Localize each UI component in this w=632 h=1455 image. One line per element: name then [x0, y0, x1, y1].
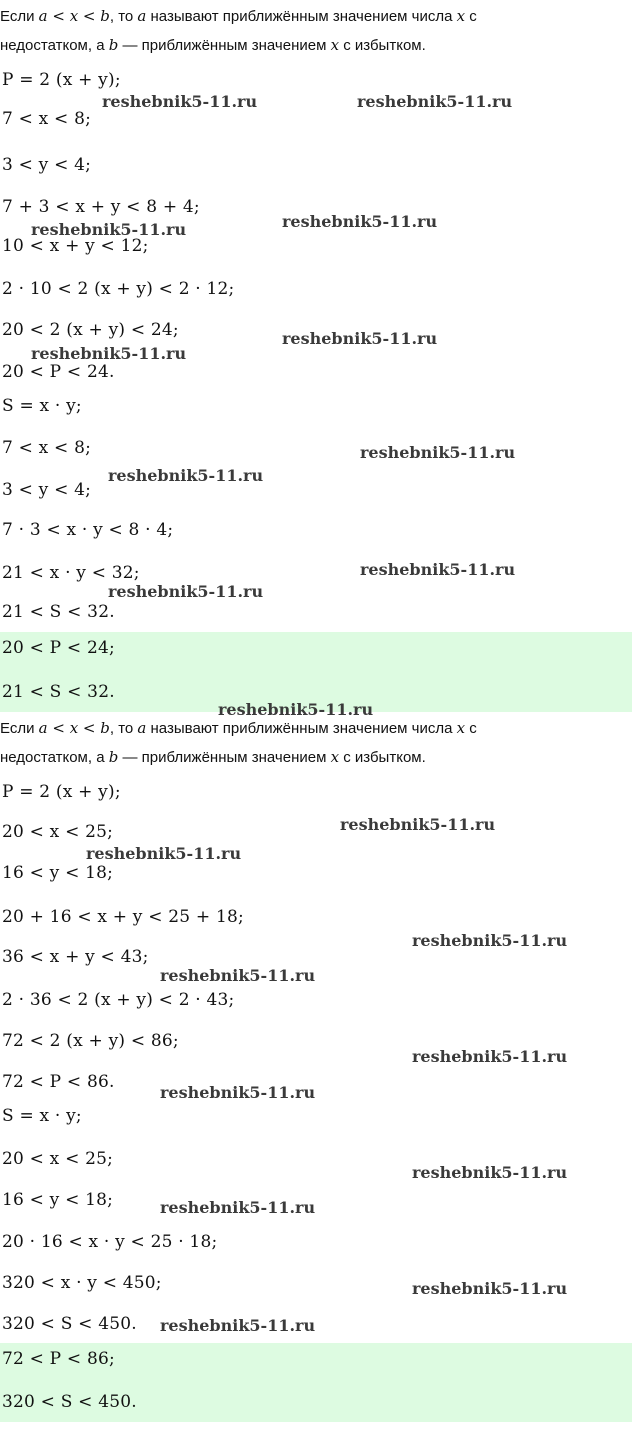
- watermark: reshebnik5-11.ru: [160, 1316, 316, 1335]
- watermark: reshebnik5-11.ru: [160, 1083, 316, 1102]
- watermark: reshebnik5-11.ru: [360, 443, 516, 462]
- math-line: 7 < x < 8;: [2, 438, 92, 458]
- math-line: 16 < y < 18;: [2, 1190, 114, 1210]
- math-line: 20 < 2 (x + y) < 24;: [2, 320, 179, 340]
- watermark: reshebnik5-11.ru: [412, 1279, 568, 1298]
- answer-line: 20 < P < 24;: [2, 638, 115, 658]
- watermark: reshebnik5-11.ru: [86, 844, 242, 863]
- math-line: 16 < y < 18;: [2, 863, 114, 883]
- math-line: 21 < x · y < 32;: [2, 563, 140, 583]
- answer-box: [0, 1343, 632, 1422]
- math-line: 72 < 2 (x + y) < 86;: [2, 1031, 179, 1051]
- math-line: 20 + 16 < x + y < 25 + 18;: [2, 907, 244, 927]
- answer-line: 320 < S < 450.: [2, 1392, 137, 1412]
- watermark: reshebnik5-11.ru: [218, 700, 374, 719]
- math-line: S = x · y;: [2, 396, 82, 416]
- math-line: 2 · 10 < 2 (x + y) < 2 · 12;: [2, 279, 235, 299]
- watermark: reshebnik5-11.ru: [360, 560, 516, 579]
- math-line: 7 · 3 < x · y < 8 · 4;: [2, 520, 174, 540]
- math-line: 72 < P < 86.: [2, 1072, 115, 1092]
- math-line: 2 · 36 < 2 (x + y) < 2 · 43;: [2, 990, 235, 1010]
- math-line: P = 2 (x + y);: [2, 782, 121, 802]
- watermark: reshebnik5-11.ru: [108, 466, 264, 485]
- math-line: S = x · y;: [2, 1106, 82, 1126]
- math-line: 7 < x < 8;: [2, 109, 92, 129]
- answer-line: 21 < S < 32.: [2, 682, 115, 702]
- intro-paragraph: Если a < x < b, то a называют приближённым значением числа x с недостатком, а b — приближённым значением x с избытком.: [0, 719, 477, 766]
- watermark: reshebnik5-11.ru: [282, 329, 438, 348]
- watermark: reshebnik5-11.ru: [412, 931, 568, 950]
- math-line: P = 2 (x + y);: [2, 70, 121, 90]
- math-line: 21 < S < 32.: [2, 602, 115, 622]
- math-line: 20 · 16 < x · y < 25 · 18;: [2, 1232, 218, 1252]
- math-line: 10 < x + y < 12;: [2, 236, 149, 256]
- math-line: 320 < S < 450.: [2, 1314, 137, 1334]
- watermark: reshebnik5-11.ru: [412, 1163, 568, 1182]
- watermark: reshebnik5-11.ru: [160, 1198, 316, 1217]
- intro-paragraph: Если a < x < b, то a называют приближённым значением числа x с недостатком, а b — приближённым значением x с избытком.: [0, 7, 477, 54]
- watermark: reshebnik5-11.ru: [102, 92, 258, 111]
- math-line: 3 < y < 4;: [2, 480, 92, 500]
- watermark: reshebnik5-11.ru: [31, 344, 187, 363]
- math-line: 36 < x + y < 43;: [2, 947, 149, 967]
- watermark: reshebnik5-11.ru: [412, 1047, 568, 1066]
- answer-line: 72 < P < 86;: [2, 1349, 115, 1369]
- math-line: 7 + 3 < x + y < 8 + 4;: [2, 197, 200, 217]
- math-line: 320 < x · y < 450;: [2, 1273, 162, 1293]
- watermark: reshebnik5-11.ru: [357, 92, 513, 111]
- math-line: 20 < x < 25;: [2, 822, 114, 842]
- watermark: reshebnik5-11.ru: [340, 815, 496, 834]
- math-line: 20 < P < 24.: [2, 362, 115, 382]
- math-line: 3 < y < 4;: [2, 155, 92, 175]
- math-line: 20 < x < 25;: [2, 1149, 114, 1169]
- watermark: reshebnik5-11.ru: [31, 220, 187, 239]
- watermark: reshebnik5-11.ru: [160, 966, 316, 985]
- watermark: reshebnik5-11.ru: [282, 212, 438, 231]
- watermark: reshebnik5-11.ru: [108, 582, 264, 601]
